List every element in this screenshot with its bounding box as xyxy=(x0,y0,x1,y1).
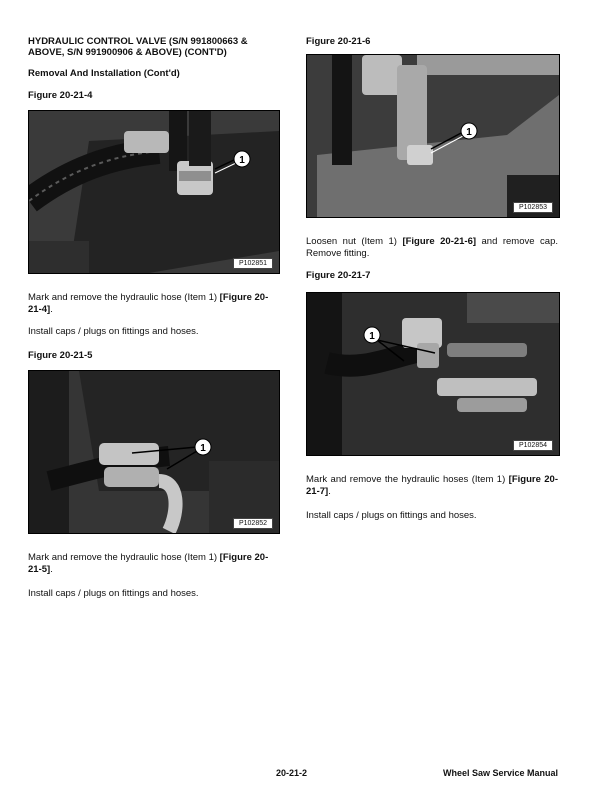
callout-1: 1 xyxy=(200,443,206,454)
paragraph-install-caps-3: Install caps / plugs on fittings and hoses. xyxy=(306,510,477,521)
photo-code: P102852 xyxy=(233,518,273,529)
paragraph-mark-remove-1 xyxy=(28,292,280,316)
paragraph-text: Mark and remove the hydraulic hose (Item 1) xyxy=(28,552,220,563)
callout-1: 1 xyxy=(369,331,375,342)
callout-1: 1 xyxy=(466,127,472,138)
manual-title: Wheel Saw Service Manual xyxy=(442,768,558,778)
photo-code: P102851 xyxy=(233,258,273,269)
photo-code: P102853 xyxy=(513,202,553,213)
photo-code: P102854 xyxy=(513,440,553,451)
figure-reference-link[interactable]: [Figure 20-21-6] xyxy=(402,236,477,247)
paragraph-end: . xyxy=(328,486,331,497)
section-title-line1: HYDRAULIC CONTROL VALVE (S/N 991800663 & xyxy=(28,36,248,47)
figure-photo-20-21-6 xyxy=(306,54,560,218)
figure-photo-20-21-5 xyxy=(28,370,280,534)
photo-drawing xyxy=(307,293,559,455)
figure-photo-20-21-4 xyxy=(28,110,280,274)
paragraph-end: . xyxy=(50,564,53,575)
paragraph-end: and remove cap. Remove fitting. xyxy=(306,236,558,259)
paragraph-install-caps-1: Install caps / plugs on fittings and hoses. xyxy=(28,326,199,337)
photo-drawing xyxy=(29,111,279,273)
paragraph-loosen-nut xyxy=(306,236,558,260)
section-title xyxy=(28,36,288,58)
figure-label-20-21-5: Figure 20-21-5 xyxy=(28,350,93,361)
photo-drawing xyxy=(307,55,559,217)
subsection-title: Removal And Installation (Cont'd) xyxy=(28,68,180,79)
figure-reference-link[interactable]: [Figure 20-21-5] xyxy=(28,552,269,575)
page-number: 20-21-2 xyxy=(276,768,308,778)
paragraph-install-caps-2: Install caps / plugs on fittings and hoses. xyxy=(28,588,199,599)
callout-1: 1 xyxy=(239,155,245,166)
paragraph-mark-remove-2 xyxy=(28,552,280,576)
figure-photo-20-21-7 xyxy=(306,292,560,456)
paragraph-text: Loosen nut (Item 1) xyxy=(306,236,403,247)
section-title-line2: ABOVE, S/N 991900906 & ABOVE) (CONT'D) xyxy=(28,47,227,58)
paragraph-text: Mark and remove the hydraulic hoses (Item 1) xyxy=(306,474,509,485)
figure-reference-link[interactable]: [Figure 20-21-7] xyxy=(306,474,558,497)
paragraph-end: . xyxy=(50,304,53,315)
paragraph-text: Mark and remove the hydraulic hose (Item 1) xyxy=(28,292,220,303)
figure-label-20-21-6: Figure 20-21-6 xyxy=(306,36,371,47)
figure-reference-link[interactable]: [Figure 20-21-4] xyxy=(28,292,269,315)
figure-label-20-21-7: Figure 20-21-7 xyxy=(306,270,371,281)
paragraph-mark-remove-3 xyxy=(306,474,558,498)
photo-drawing xyxy=(29,371,279,533)
figure-label-20-21-4: Figure 20-21-4 xyxy=(28,90,93,101)
